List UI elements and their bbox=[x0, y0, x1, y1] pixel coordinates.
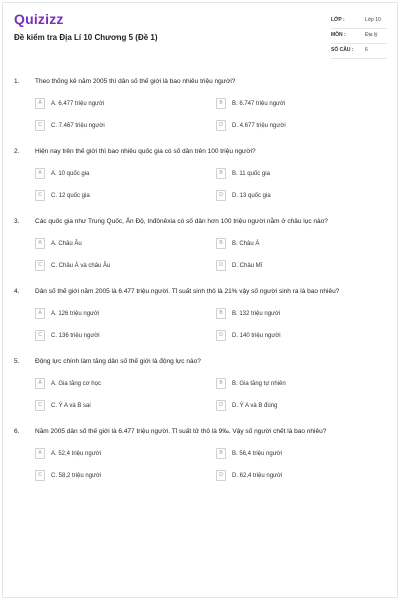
option-text: C. 12 quốc gia bbox=[51, 193, 90, 199]
question-text: Hiện nay trên thế giới thì bao nhiêu quốc gia có số dân trên 100 triệu người? bbox=[35, 148, 256, 155]
option-letter-box: A bbox=[35, 308, 45, 319]
option-letter-box: D bbox=[216, 190, 226, 201]
option-text: B. Châu Á bbox=[232, 241, 260, 247]
option-letter-box: D bbox=[216, 120, 226, 131]
question-number: 5. bbox=[14, 358, 20, 365]
option-letter-box: B bbox=[216, 308, 226, 319]
question-number: 6. bbox=[14, 428, 20, 435]
option-letter-box: D bbox=[216, 400, 226, 411]
option-text: C. Ý A và B sai bbox=[51, 403, 91, 409]
option-letter-box: C bbox=[35, 400, 45, 411]
option-letter-box: C bbox=[35, 120, 45, 131]
option-letter-box: B bbox=[216, 98, 226, 109]
question-3 bbox=[0, 218, 400, 288]
option-letter-box: C bbox=[35, 190, 45, 201]
option-text: B. 11 quốc gia bbox=[232, 171, 270, 177]
question-text: Theo thống kê năm 2005 thì dân số thế giới là bao nhiêu triệu người? bbox=[35, 78, 236, 85]
option-text: A. 52,4 triệu người bbox=[51, 451, 101, 457]
option-text: D. 4.677 triệu người bbox=[232, 123, 286, 129]
option-letter-box: D bbox=[216, 470, 226, 481]
option-text: D. Ý A và B đúng bbox=[232, 403, 278, 409]
option-text: B. 6.747 triệu người bbox=[232, 101, 286, 107]
meta-subject-row bbox=[331, 29, 387, 44]
question-number: 4. bbox=[14, 288, 20, 295]
option-letter-box: B bbox=[216, 238, 226, 249]
question-6 bbox=[0, 428, 400, 498]
meta-class-value: Lớp 10 bbox=[365, 17, 381, 23]
option-text: A. Châu Âu bbox=[51, 241, 82, 247]
question-number: 2. bbox=[14, 148, 20, 155]
worksheet-meta bbox=[331, 14, 387, 59]
meta-count-value: 6 bbox=[365, 47, 368, 53]
question-2 bbox=[0, 148, 400, 218]
meta-class-row bbox=[331, 14, 387, 29]
option-letter-box: A bbox=[35, 448, 45, 459]
option-text: D. Châu Mĩ bbox=[232, 263, 263, 269]
option-letter-box: A bbox=[35, 168, 45, 179]
option-text: C. Châu Á và châu Âu bbox=[51, 263, 111, 269]
question-text: Các quốc gia như Trung Quốc, Ấn Độ, Inđônêxia có số dân hơn 100 triệu người nằm ở châu lục nào? bbox=[35, 218, 328, 225]
question-number: 3. bbox=[14, 218, 20, 225]
option-text: C. 7.467 triệu người bbox=[51, 123, 105, 129]
option-letter-box: C bbox=[35, 330, 45, 341]
meta-class-label: LỚP : bbox=[331, 17, 345, 23]
option-text: B. Gia tăng tự nhiên bbox=[232, 381, 286, 387]
option-letter-box: A bbox=[35, 238, 45, 249]
worksheet-header bbox=[0, 0, 400, 62]
option-text: D. 140 triệu người bbox=[232, 333, 281, 339]
quizizz-logo: Quizizz bbox=[14, 11, 64, 27]
meta-count-row bbox=[331, 44, 387, 59]
meta-subject-value: Địa lý bbox=[365, 32, 378, 38]
question-text: Động lực chính làm tăng dân số thế giới là động lực nào? bbox=[35, 358, 201, 365]
option-text: D. 13 quốc gia bbox=[232, 193, 271, 199]
option-letter-box: D bbox=[216, 330, 226, 341]
question-4 bbox=[0, 288, 400, 358]
question-text: Năm 2005 dân số thế giới là 6.477 triệu người. Tỉ suất tử thô là 9‰. Vậy số người chết là bao nhiêu? bbox=[35, 428, 327, 435]
option-text: D. 62,4 triệu người bbox=[232, 473, 283, 479]
option-text: A. 126 triệu người bbox=[51, 311, 100, 317]
worksheet-title: Đề kiểm tra Địa Lí 10 Chương 5 (Đề 1) bbox=[14, 33, 158, 42]
option-letter-box: A bbox=[35, 98, 45, 109]
option-text: C. 58,2 triệu người bbox=[51, 473, 102, 479]
option-text: A. 6.477 triệu người bbox=[51, 101, 105, 107]
question-5 bbox=[0, 358, 400, 428]
question-1 bbox=[0, 78, 400, 148]
option-text: A. Gia tăng cơ học bbox=[51, 381, 101, 387]
option-letter-box: C bbox=[35, 260, 45, 271]
question-number: 1. bbox=[14, 78, 20, 85]
option-letter-box: D bbox=[216, 260, 226, 271]
option-letter-box: B bbox=[216, 378, 226, 389]
meta-subject-label: MÔN : bbox=[331, 32, 346, 38]
meta-count-label: SỐ CÂU : bbox=[331, 47, 354, 53]
option-text: B. 56,4 triệu người bbox=[232, 451, 282, 457]
question-list bbox=[0, 78, 400, 498]
option-letter-box: C bbox=[35, 470, 45, 481]
option-text: B. 132 triệu người bbox=[232, 311, 281, 317]
option-text: C. 136 triệu người bbox=[51, 333, 100, 339]
option-letter-box: B bbox=[216, 168, 226, 179]
option-letter-box: A bbox=[35, 378, 45, 389]
option-letter-box: B bbox=[216, 448, 226, 459]
question-text: Dân số thế giới năm 2005 là 6.477 triệu người. Tỉ suất sinh thô là 21% vậy số người sinh ra là bao nhiêu? bbox=[35, 288, 340, 295]
option-text: A. 10 quốc gia bbox=[51, 171, 90, 177]
